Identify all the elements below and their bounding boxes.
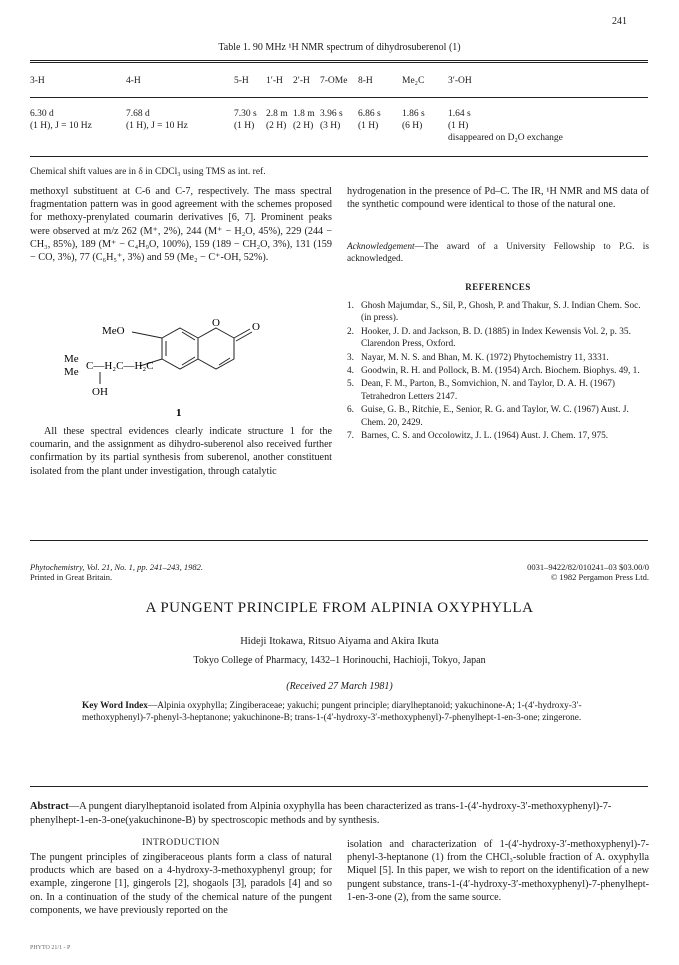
abstract-text: —A pungent diarylheptanoid isolated from Alpinia oxyphylla has been characterized as trans-1-(4′-hydroxy-3′-methoxyphenyl)-7-phenylhept-1-en-3-one(yakuchinone-B) by spectroscopic methods and by synthesis. (30, 801, 612, 826)
article-title: A PUNGENT PRINCIPLE FROM ALPINIA OXYPHYLLA (145, 600, 534, 616)
table-cell: 2.8 m (2 H) (266, 109, 288, 131)
table-header-cell: Me₂C (402, 76, 425, 86)
reference-text: Ghosh Majumdar, S., Sil, P., Ghosh, P. and Thakur, S. J. Indian Chem. Soc. (in press). (361, 301, 641, 324)
journal-citation (30, 562, 203, 582)
reference-item (347, 378, 649, 403)
compound-number: 1 (176, 407, 182, 419)
reference-text: Hooker, J. D. and Jackson, B. D. (1885) in Index Kewensis Vol. 2, p. 35. Clarendon Press, Oxford. (361, 326, 631, 350)
table-cell: 1.86 s (6 H) (402, 109, 425, 131)
carbonyl-bond (236, 332, 252, 341)
reference-item (347, 430, 649, 442)
abstract (30, 800, 648, 827)
paragraph-text: methoxyl substituent at C-6 and C-7, respectively. The mass spectral fragmentation pattern was in good agreement with the schemes proposed for methoxy-prenylated coumarin derivatives [6, 7]. Prominent peaks were observed at m/z 262 (M⁺, 2%), 244 (M⁺ − H₂O, 45%), 229 (244 − CH₃, 85%), 189 (M⁺ − C₄H₉O, 100%), 159 (189 − CH₂O, 3%), 131 (159 − CO, 3%), 77 (C₆H₅⁺, 3%) and 59 (Me₂ − C⁺-OH, 52%). (30, 186, 332, 264)
table-mid-rule (30, 97, 648, 98)
left-column-paragraph-2 (30, 425, 332, 478)
table-header-cell: 7-OMe (320, 76, 348, 86)
table-header-cell: 3′-OH (448, 76, 472, 86)
keyword-text: —Alpinia oxyphylla; Zingiberaceae; yakuchi; pungent principle; diarylheptanoid; yakuchinone-A; 1-(4′-hydroxy-3′-methoxyphenyl)-7-phenyl-3-heptanone; yakuchinone-B; trans-1-(4′-hydroxy-3′-methoxyphenyl)-7-phenylhept-1-en-3-one; zingerone. (82, 701, 582, 723)
reference-number: 6. (347, 405, 354, 416)
introduction-right (347, 838, 649, 904)
journal-code (527, 562, 649, 582)
table-cell: 1.8 m (2 H) (293, 109, 315, 131)
table-header-cell: 5-H (234, 76, 249, 86)
table-header-row (30, 75, 648, 89)
article-affiliation: Tokyo College of Pharmacy, 1432–1 Horinouchi, Hachioji, Tokyo, Japan (193, 655, 486, 666)
keyword-label: Key Word Index (82, 701, 148, 711)
acknowledgement-label: Acknowledgement (347, 242, 415, 252)
section-divider (30, 540, 648, 541)
acknowledgement-text: —The award of a University Fellowship to P.G. is acknowledged. (347, 242, 649, 265)
references-list (347, 300, 649, 443)
reference-text: Dean, F. M., Parton, B., Somvichion, N. and Taylor, D. A. H. (1967) Tetrahedron Letters 2147. (361, 379, 615, 402)
carbonyl-oxygen-label: O (252, 321, 260, 333)
table-bottom-rule (30, 156, 648, 157)
table-footnote: Chemical shift values are in δ in CDCl₃ using TMS as int. ref. (30, 167, 266, 177)
issn-line: 0031–9422/82/010241–03 $03.00/0 (527, 562, 649, 572)
table-row (30, 108, 648, 150)
side-chain-label: C—H₂C—H₂C (86, 360, 154, 372)
methoxy-label: MeO (102, 325, 125, 337)
carbonyl-bond (234, 329, 250, 338)
benzene-ring (162, 328, 198, 369)
page-number: 241 (612, 16, 627, 27)
introduction-left (30, 851, 332, 917)
reference-number: 3. (347, 352, 354, 363)
table-header-cell: 4-H (126, 76, 141, 86)
acknowledgement (347, 241, 649, 266)
references-heading: REFERENCES (465, 282, 531, 292)
reference-text: Goodwin, R. H. and Pollock, B. M. (1954) Arch. Biochem. Biophys. 49, 1. (361, 366, 640, 377)
abstract-top-rule (30, 786, 648, 787)
reference-item (347, 404, 649, 429)
paragraph-text: The pungent principles of zingiberaceous plants form a class of natural products which are based on a 4-hydroxy-3-methoxyphenyl group; for example, zingerone [1], gingerols [2], shogaols [3], paradols [4] and so on. In a continuation of the study of the chemical nature of the pungent components, we have previously reported on the (30, 852, 332, 916)
reference-number: 2. (347, 326, 354, 337)
article-authors: Hideji Itokawa, Ritsuo Aiyama and Akira Ikuta (240, 636, 439, 647)
table-cell: 7.68 d (1 H), J = 10 Hz (126, 109, 188, 131)
methyl-label: Me (64, 366, 79, 378)
table-cell: 1.64 s (1 H) disappeared on D₂O exchange (448, 109, 563, 143)
reference-item (347, 300, 649, 325)
ring-oxygen-label: O (212, 317, 220, 329)
table-header-cell: 8-H (358, 76, 373, 86)
hydroxyl-label: OH (92, 386, 108, 398)
copyright-line: © 1982 Pergamon Press Ltd. (550, 572, 649, 582)
paragraph-text: All these spectral evidences clearly indicate structure 1 for the coumarin, and the assignment as dihydro-suberenol also received further confirmation by its partial synthesis from suberenol, another constituent isolated from the plant under investigation, through catalytic (30, 426, 332, 477)
chemical-structure (64, 317, 300, 422)
table-header-cell: 3-H (30, 76, 45, 86)
table-top-rule-2 (30, 62, 648, 63)
introduction-heading: INTRODUCTION (142, 838, 220, 848)
methoxy-bond (132, 332, 162, 338)
reference-text: Guise, G. B., Ritchie, E., Senior, R. G. and Taylor, W. C. (1967) Aust. J. Chem. 20, 2429. (361, 405, 629, 428)
paragraph-text: isolation and characterization of 1-(4′-hydroxy-3′-methoxyphenyl)-7-phenyl-3-heptanone (1) from the CHCl₃-soluble fraction of A. oxyphylla Miquel [5]. In this paper, we wish to report on the identification of a new pungent substance, trans-1-(4′-hydroxy-3′-methoxyphenyl)-7-phenylhept-1-en-3-one (2), from the same source. (347, 839, 649, 903)
methyl-label: Me (64, 353, 79, 365)
reference-item (347, 352, 649, 364)
table-cell: 6.30 d (1 H), J = 10 Hz (30, 109, 92, 131)
print-mark: PHYTO 21/1 - P (30, 945, 71, 951)
keyword-index (82, 700, 602, 724)
structure-drawing (64, 317, 300, 422)
table-header-cell: 1′-H (266, 76, 283, 86)
printed-line: Printed in Great Britain. (30, 572, 113, 582)
reference-number: 7. (347, 431, 354, 442)
received-date: (Received 27 March 1981) (286, 681, 393, 692)
reference-item (347, 365, 649, 377)
reference-item (347, 326, 649, 351)
table-top-rule (30, 60, 648, 61)
table-cell: 3.96 s (3 H) (320, 109, 343, 131)
journal-line: Phytochemistry, Vol. 21, No. 1, pp. 241–243, 1982. (30, 562, 204, 572)
left-column-paragraph-1 (30, 185, 332, 264)
table-header-cell: 2′-H (293, 76, 310, 86)
right-column-paragraph (347, 185, 649, 211)
abstract-label: Abstract (30, 801, 69, 812)
reference-number: 5. (347, 379, 354, 390)
reference-number: 1. (347, 301, 354, 311)
table-cell: 7.30 s (1 H) (234, 109, 257, 131)
reference-text: Barnes, C. S. and Occolowitz, J. L. (1964) Aust. J. Chem. 17, 975. (361, 431, 609, 442)
pyranone-ring (198, 328, 234, 369)
table-cell: 6.86 s (1 H) (358, 109, 381, 131)
reference-text: Nayar, M. N. S. and Bhan, M. K. (1972) Phytochemistry 11, 3331. (361, 352, 609, 363)
reference-number: 4. (347, 366, 354, 377)
paragraph-text: hydrogenation in the presence of Pd–C. The IR, ¹H NMR and MS data of the synthetic compound were identical to those of the natural one. (347, 186, 649, 211)
table-caption: Table 1. 90 MHz ¹H NMR spectrum of dihydrosuberenol (1) (218, 42, 461, 53)
